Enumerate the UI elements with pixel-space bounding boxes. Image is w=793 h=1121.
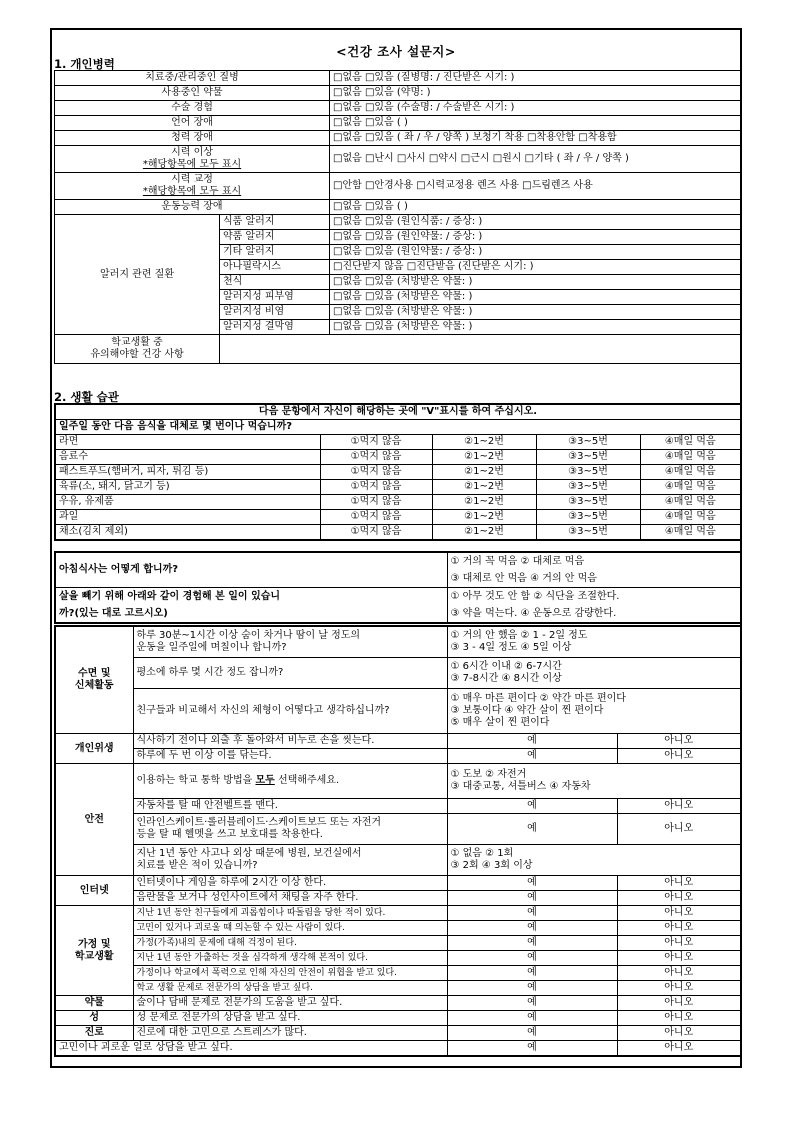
yes-option[interactable]: 예 (447, 799, 617, 814)
allergy-value[interactable]: □진단받지 않음 □진단받음 (진단받은 시기: ) (330, 260, 741, 275)
yes-option[interactable]: 예 (447, 951, 617, 966)
allergy-type: 알러지성 결막염 (220, 320, 330, 335)
allergy-value[interactable]: □없음 □있음 (처방받은 약물: ) (330, 275, 741, 290)
breakfast-answer-1[interactable]: ① 거의 꼭 먹음 ② 대체로 먹음 (447, 552, 741, 570)
food-item: 음료수 (55, 450, 320, 465)
food-option[interactable]: ③3~5번 (536, 495, 640, 510)
no-option[interactable]: 아니오 (617, 814, 741, 845)
question: 이용하는 학교 통학 방법을 모두 선택해주세요. (133, 764, 447, 799)
allergy-type: 식품 알러지 (220, 215, 330, 230)
section-1-heading: 1. 개인병력 (54, 57, 115, 71)
food-item: 패스트푸드(햄버거, 피자, 튀김 등) (55, 465, 320, 480)
answer[interactable]: ① 6시간 이내 ② 6-7시간 ③ 7-8시간 ④ 8시간 이상 (447, 658, 741, 689)
yes-option[interactable]: 예 (447, 749, 617, 764)
question: 인터넷이나 게임을 하루에 2시간 이상 한다. (133, 876, 447, 891)
food-option[interactable]: ②1~2번 (432, 480, 536, 495)
yes-option[interactable]: 예 (447, 891, 617, 906)
category-sleep: 수면 및 신체활동 (55, 626, 133, 734)
food-option[interactable]: ②1~2번 (432, 465, 536, 480)
history-label: 수술 경험 (55, 101, 330, 116)
history-value[interactable]: □없음 □있음 (수술명: / 수술받은 시기: ) (330, 101, 741, 116)
question: 지난 1년 동안 친구들에게 괴롭힘이나 따돌림을 당한 적이 있다. (133, 906, 447, 921)
no-option[interactable]: 아니오 (617, 1026, 741, 1041)
category-sex: 성 (55, 1011, 133, 1026)
history-label: 시력 교정 *해당항목에 모두 표시 (55, 173, 330, 200)
category-internet: 인터넷 (55, 876, 133, 906)
history-label: 청력 장애 (55, 131, 330, 146)
food-option[interactable]: ④매일 먹음 (640, 480, 741, 495)
food-option[interactable]: ③3~5번 (536, 465, 640, 480)
category-hygiene: 개인위생 (55, 734, 133, 764)
question: 식사하기 전이나 외출 후 돌아와서 비누로 손을 씻는다. (133, 734, 447, 749)
question: 진로에 대한 고민으로 스트레스가 많다. (133, 1026, 447, 1041)
history-label: 시력 이상 *해당항목에 모두 표시 (55, 146, 330, 173)
medical-history-table (54, 70, 741, 364)
diet-question-2: 까?(있는 대로 고르시오) (55, 605, 447, 623)
yes-option[interactable]: 예 (447, 906, 617, 921)
history-value[interactable]: □없음 □난시 □사시 □약시 □근시 □원시 □기타 ( 좌 / 우 / 양쪽 ) (330, 146, 741, 173)
yes-option[interactable]: 예 (447, 734, 617, 749)
allergy-type: 알러지성 비염 (220, 305, 330, 320)
allergy-type: 기타 알러지 (220, 245, 330, 260)
food-frequency-table (54, 403, 742, 541)
question: 술이나 담배 문제로 전문가의 도움을 받고 싶다. (133, 996, 447, 1011)
no-option[interactable]: 아니오 (617, 734, 741, 749)
history-label: 운동능력 장애 (55, 200, 330, 215)
history-label: 치료중/관리중인 질병 (55, 71, 330, 86)
food-option[interactable]: ③3~5번 (536, 450, 640, 465)
no-option[interactable]: 아니오 (617, 1011, 741, 1026)
question: 하루 30분~1시간 이상 숨이 차거나 땀이 날 정도의 운동을 일주일에 며칠이나 합니까? (133, 626, 447, 658)
school-health-label: 학교생활 중 유의해야할 건강 사항 (55, 335, 220, 364)
food-item: 육류(소, 돼지, 닭고기 등) (55, 480, 320, 495)
food-option[interactable]: ③3~5번 (536, 525, 640, 541)
food-option[interactable]: ④매일 먹음 (640, 495, 741, 510)
history-value[interactable]: □없음 □있음 ( 좌 / 우 / 양쪽 ) 보청기 착용 □착용안함 □착용함 (330, 131, 741, 146)
section-2-heading: 2. 생활 습관 (54, 390, 119, 404)
no-option[interactable]: 아니오 (617, 876, 741, 891)
food-option[interactable]: ②1~2번 (432, 510, 536, 525)
question: 가정이나 학교에서 폭력으로 인해 자신의 안전이 위협을 받고 있다. (133, 966, 447, 981)
food-option[interactable]: ①먹지 않음 (320, 510, 432, 525)
history-value[interactable]: □없음 □있음 (약명: ) (330, 86, 741, 101)
diet-answer-1[interactable]: ① 아무 것도 안 함 ② 식단을 조절한다. (447, 588, 741, 606)
question: 고민이 있거나 괴로울 때 의논할 수 있는 사람이 있다. (133, 921, 447, 936)
no-option[interactable]: 아니오 (617, 891, 741, 906)
question: 자동차를 탈 때 안전벨트를 맨다. (133, 799, 447, 814)
breakfast-question: 아침식사는 어떻게 합니까? (55, 552, 447, 588)
allergy-value[interactable]: □없음 □있음 (원인약물: / 증상: ) (330, 245, 741, 260)
food-option[interactable]: ②1~2번 (432, 495, 536, 510)
food-item: 채소(김치 제외) (55, 525, 320, 541)
question: 지난 1년 동안 가출하는 것을 심각하게 생각해 본적이 있다. (133, 951, 447, 966)
food-option[interactable]: ④매일 먹음 (640, 510, 741, 525)
allergy-value[interactable]: □없음 □있음 (처방받은 약물: ) (330, 290, 741, 305)
question: 학교 생활 문제로 전문가의 상담을 받고 싶다. (133, 981, 447, 996)
yes-option[interactable]: 예 (447, 1011, 617, 1026)
food-item: 우유, 유제품 (55, 495, 320, 510)
history-value[interactable]: □없음 □있음 ( ) (330, 200, 741, 215)
no-option[interactable]: 아니오 (617, 906, 741, 921)
breakfast-answer-2[interactable]: ③ 대체로 안 먹음 ④ 거의 안 먹음 (447, 570, 741, 588)
breakfast-diet-table (54, 551, 742, 624)
food-option[interactable]: ④매일 먹음 (640, 450, 741, 465)
yes-option[interactable]: 예 (447, 921, 617, 936)
food-option[interactable]: ③3~5번 (536, 435, 640, 450)
allergy-value[interactable]: □없음 □있음 (처방받은 약물: ) (330, 305, 741, 320)
food-item: 라면 (55, 435, 320, 450)
answer[interactable]: ① 도보 ② 자전거 ③ 대중교통, 셔틀버스 ④ 자동차 (447, 764, 741, 799)
food-option[interactable]: ①먹지 않음 (320, 465, 432, 480)
category-safety: 안전 (55, 764, 133, 876)
no-option[interactable]: 아니오 (617, 921, 741, 936)
no-option[interactable]: 아니오 (617, 951, 741, 966)
no-option[interactable]: 아니오 (617, 936, 741, 951)
allergy-value[interactable]: □없음 □있음 (처방받은 약물: ) (330, 320, 741, 335)
category-career: 진로 (55, 1026, 133, 1041)
no-option[interactable]: 아니오 (617, 966, 741, 981)
food-option[interactable]: ③3~5번 (536, 510, 640, 525)
question: 지난 1년 동안 사고나 외상 때문에 병원, 보건실에서 치료를 받은 적이 있습니까? (133, 845, 447, 876)
food-option[interactable]: ①먹지 않음 (320, 525, 432, 541)
food-item: 과일 (55, 510, 320, 525)
question: 가정(가족)내의 문제에 대해 걱정이 된다. (133, 936, 447, 951)
survey-page (50, 28, 742, 1068)
food-option[interactable]: ④매일 먹음 (640, 435, 741, 450)
allergy-value[interactable]: □없음 □있음 (원인식품: / 증상: ) (330, 215, 741, 230)
answer[interactable]: ① 거의 안 했음 ② 1 - 2일 정도 ③ 3 - 4일 정도 ④ 5일 이상 (447, 626, 741, 658)
yes-option[interactable]: 예 (447, 936, 617, 951)
history-value[interactable]: □안함 □안경사용 □시력교정용 렌즈 사용 □드림렌즈 사용 (330, 173, 741, 200)
allergy-type: 아나필락시스 (220, 260, 330, 275)
question: 인라인스케이트·롤러블레이드·스케이트보드 또는 자전거 등을 탈 때 헬멧을 쓰고 보호대를 착용한다. (133, 814, 447, 845)
lifestyle-table (54, 625, 742, 1057)
food-option[interactable]: ①먹지 않음 (320, 480, 432, 495)
food-option[interactable]: ②1~2번 (432, 450, 536, 465)
history-value[interactable]: □없음 □있음 (질병명: / 진단받은 시기: ) (330, 71, 741, 86)
allergy-type: 약품 알러지 (220, 230, 330, 245)
food-option[interactable]: ④매일 먹음 (640, 525, 741, 541)
yes-option[interactable]: 예 (447, 1041, 617, 1057)
food-option[interactable]: ①먹지 않음 (320, 450, 432, 465)
question: 친구들과 비교해서 자신의 체형이 어떻다고 생각하십니까? (133, 689, 447, 734)
allergy-value[interactable]: □없음 □있음 (원인약물: / 증상: ) (330, 230, 741, 245)
yes-option[interactable]: 예 (447, 966, 617, 981)
food-question: 일주일 동안 다음 음식을 대체로 몇 번이나 먹습니까? (55, 420, 741, 435)
yes-option[interactable]: 예 (447, 996, 617, 1011)
answer[interactable]: ① 없음 ② 1회 ③ 2회 ④ 3회 이상 (447, 845, 741, 876)
allergy-type: 천식 (220, 275, 330, 290)
question: 음란물을 보거나 성인사이트에서 채팅을 자주 한다. (133, 891, 447, 906)
allergy-label: 알러지 관련 질환 (55, 215, 220, 335)
yes-option[interactable]: 예 (447, 981, 617, 996)
no-option[interactable]: 아니오 (617, 981, 741, 996)
yes-option[interactable]: 예 (447, 876, 617, 891)
question: 성 문제로 전문가의 상담을 받고 싶다. (133, 1011, 447, 1026)
no-option[interactable]: 아니오 (617, 749, 741, 764)
no-option[interactable]: 아니오 (617, 1041, 741, 1057)
question: 고민이나 괴로운 일로 상담을 받고 싶다. (55, 1041, 447, 1057)
food-option[interactable]: ②1~2번 (432, 435, 536, 450)
allergy-type: 알러지성 피부염 (220, 290, 330, 305)
category-home-school: 가정 및 학교생활 (55, 906, 133, 996)
history-label: 사용중인 약물 (55, 86, 330, 101)
category-drug: 약물 (55, 996, 133, 1011)
food-option[interactable]: ①먹지 않음 (320, 435, 432, 450)
diet-answer-2[interactable]: ③ 약을 먹는다. ④ 운동으로 감량한다. (447, 605, 741, 623)
question: 하루에 두 번 이상 이를 닦는다. (133, 749, 447, 764)
answer[interactable]: ① 매우 마른 편이다 ② 약간 마른 편이다 ③ 보통이다 ④ 약간 살이 찐 편이다 ⑤ 매우 살이 찐 편이다 (447, 689, 741, 734)
page-title: <건강 조사 설문지> (336, 44, 456, 59)
food-option[interactable]: ①먹지 않음 (320, 495, 432, 510)
no-option[interactable]: 아니오 (617, 996, 741, 1011)
food-option[interactable]: ③3~5번 (536, 480, 640, 495)
history-label: 언어 장애 (55, 116, 330, 131)
yes-option[interactable]: 예 (447, 814, 617, 845)
yes-option[interactable]: 예 (447, 1026, 617, 1041)
food-option[interactable]: ④매일 먹음 (640, 465, 741, 480)
instruction: 다음 문항에서 자신이 해당하는 곳에 "V"표시를 하여 주십시오. (55, 404, 741, 420)
school-health-input[interactable] (220, 335, 741, 364)
no-option[interactable]: 아니오 (617, 799, 741, 814)
diet-question-1: 살을 빼기 위해 아래와 같이 경험해 본 일이 있습니 (55, 588, 447, 606)
question: 평소에 하루 몇 시간 정도 잡니까? (133, 658, 447, 689)
food-option[interactable]: ②1~2번 (432, 525, 536, 541)
history-value[interactable]: □없음 □있음 ( ) (330, 116, 741, 131)
